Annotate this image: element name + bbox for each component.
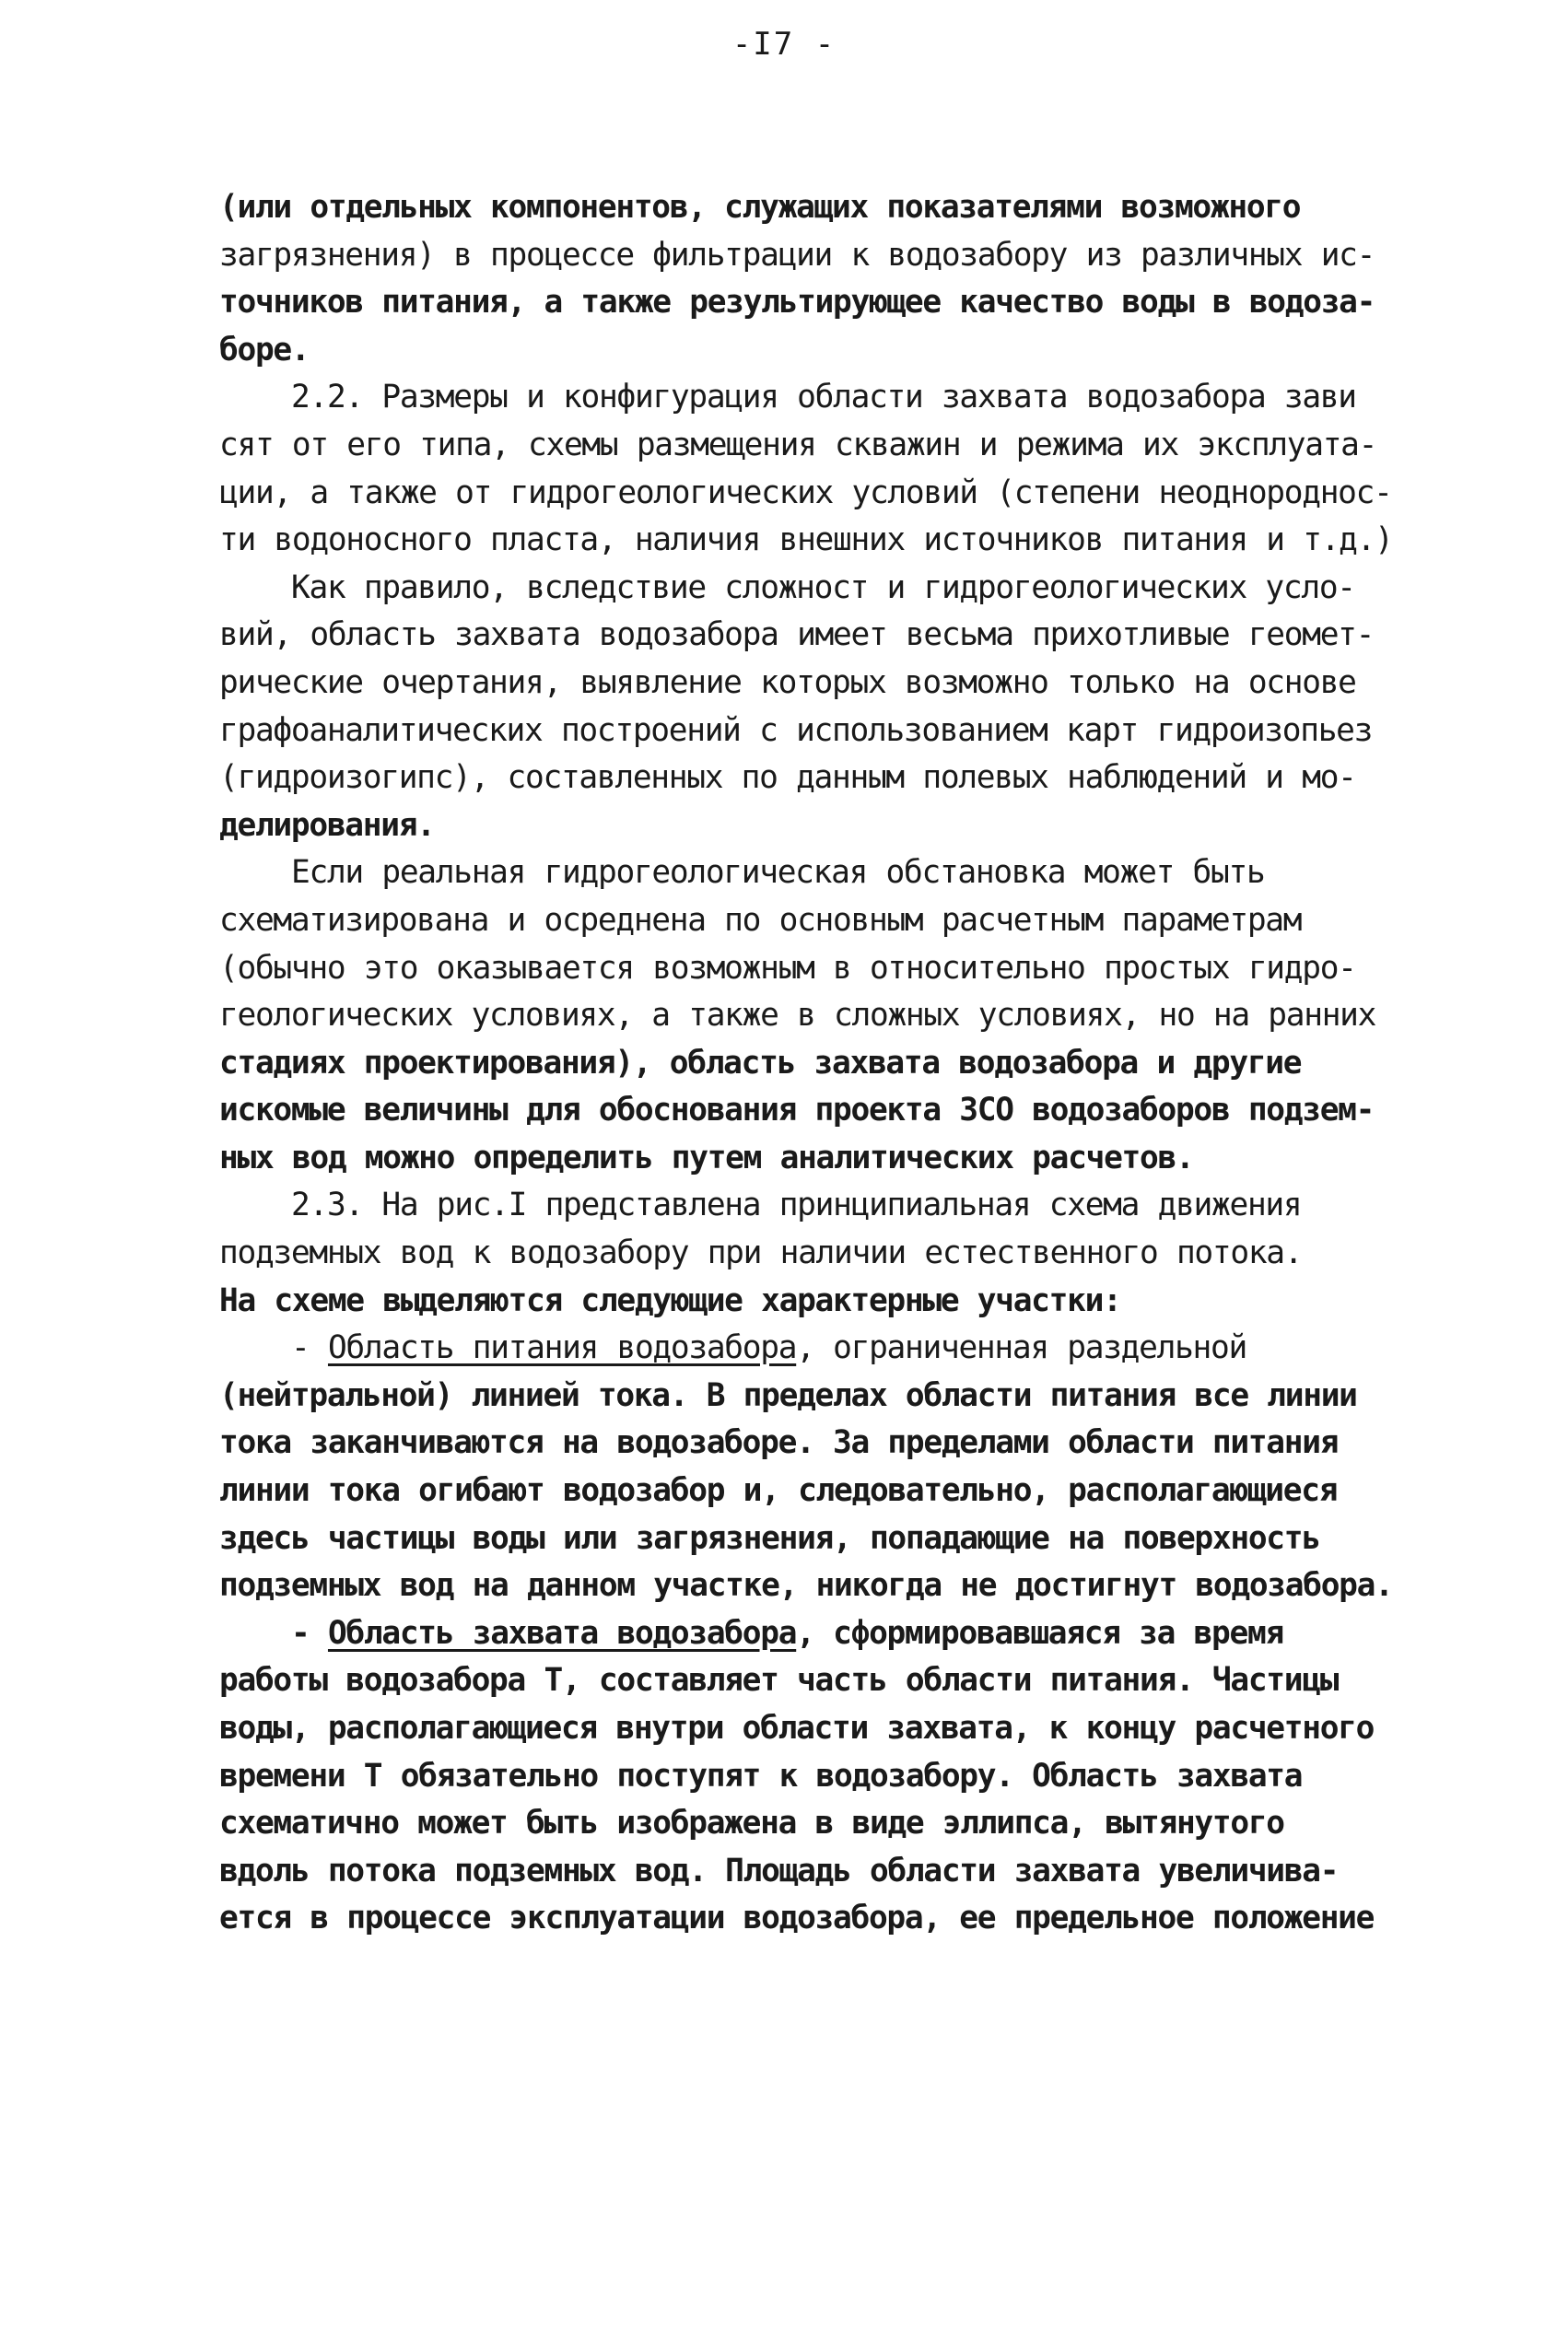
text-line xyxy=(219,470,1392,518)
text-line xyxy=(219,945,1371,993)
text-line-content: На схеме выделяются следующие характерные участки: xyxy=(219,1281,1121,1319)
text-line xyxy=(219,279,1375,327)
text-line-content: (гидроизогипс), составленных по данным полевых наблюдений и мо- xyxy=(219,759,1356,797)
text-line-content: загрязнения) в процессе фильтрации к водозабору из различных ис- xyxy=(219,236,1375,274)
text-line xyxy=(219,1468,1371,1515)
text-line xyxy=(219,232,1375,280)
text-line xyxy=(219,1087,1375,1135)
text-line-content: вий, область захвата водозабора имеет весьма прихотливые геомет- xyxy=(219,616,1375,654)
text-line-content: ти водоносного пласта, наличия внешних источников питания и т.д.) xyxy=(219,521,1393,559)
text-line xyxy=(219,565,1371,613)
text-line xyxy=(219,1420,1371,1468)
text-line xyxy=(219,755,1371,802)
text-line-content: подземных вод к водозабору при наличии естественного потока. xyxy=(219,1234,1303,1272)
text-line-content: Если реальная гидрогеологическая обстановка может быть xyxy=(291,854,1265,892)
text-line-content: 2.2. Размеры и конфигурация области захвата водозабора зави xyxy=(291,379,1356,416)
text-line-content: работы водозабора Т, составляет часть области питания. Частицы xyxy=(219,1662,1339,1700)
text-line-content: - xyxy=(291,1329,328,1367)
text-line-content: линии тока огибают водозабор и, следовательно, располагающиеся xyxy=(219,1472,1338,1510)
text-line-content: Как правило, вследствие сложност и гидрогеологических усло- xyxy=(291,568,1355,606)
text-line-content: рические очертания, выявление которых возможно только на основе xyxy=(219,663,1356,701)
text-line xyxy=(219,1657,1371,1705)
text-line xyxy=(219,1278,1371,1326)
text-line xyxy=(219,802,1371,850)
text-line-content: схематично может быть изображена в виде эллипса, вытянутого xyxy=(219,1805,1284,1843)
text-line-content: (или отдельных компонентов, служащих показателями возможного xyxy=(219,189,1301,226)
body-text xyxy=(219,184,1393,1943)
text-line-content: стадиях проектирования), область захвата водозабора и другие xyxy=(219,1044,1302,1082)
text-line-content: ных вод можно определить путем аналитических расчетов. xyxy=(219,1139,1194,1176)
text-line-content: (нейтральной) линией тока. В пределах области питания все линии xyxy=(219,1376,1357,1414)
text-line xyxy=(219,327,1371,375)
text-line xyxy=(219,422,1377,470)
text-line xyxy=(219,1182,1371,1230)
text-line xyxy=(219,1610,1371,1658)
text-line-content: тока заканчиваются на водозаборе. За пределами области питания xyxy=(219,1424,1339,1462)
text-line xyxy=(219,992,1376,1040)
text-line-content: - xyxy=(291,1614,328,1652)
text-line-content: сят от его типа, схемы размещения скважин и режима их эксплуата- xyxy=(219,426,1377,463)
text-line xyxy=(219,374,1371,422)
text-line-content: геологических условиях, а также в сложных условиях, но на ранних xyxy=(219,997,1376,1035)
text-line xyxy=(219,1753,1371,1801)
text-line-content: воды, располагающиеся внутри области захвата, к концу расчетного xyxy=(219,1710,1375,1747)
text-line xyxy=(219,612,1375,660)
text-line-content: вдоль потока подземных вод. Площадь области захвата увеличива- xyxy=(219,1852,1339,1889)
text-line-content: ется в процессе эксплуатации водозабора, ее предельное положение xyxy=(219,1900,1375,1937)
text-line-content: делирования. xyxy=(219,806,435,844)
text-line-content: ции, а также от гидрогеологических условий (степени неоднороднос- xyxy=(219,474,1392,511)
text-line xyxy=(219,1705,1375,1753)
underlined-term: Область захвата водозабора xyxy=(327,1614,797,1652)
text-line-content: точников питания, а также результирующее качество воды в водоза- xyxy=(219,284,1375,322)
text-line xyxy=(219,184,1371,232)
text-line-rest: , ограниченная раздельной xyxy=(796,1329,1246,1367)
text-line xyxy=(219,517,1393,565)
text-line-content: времени Т обязательно поступят к водозабору. Область захвата xyxy=(219,1757,1303,1795)
text-line xyxy=(219,1562,1393,1610)
text-line-content: 2.3. На рис.I представлена принципиальная схема движения xyxy=(291,1187,1302,1224)
text-line xyxy=(219,708,1371,755)
text-line-content: здесь частицы воды или загрязнения, попадающие на поверхность xyxy=(219,1519,1320,1557)
text-line xyxy=(219,897,1371,945)
text-line xyxy=(219,660,1371,708)
text-line-content: схематизирована и осреднена по основным расчетным параметрам xyxy=(219,901,1302,939)
underlined-term: Область питания водозабора xyxy=(327,1329,797,1367)
page-number: -I7 - xyxy=(731,26,837,63)
text-line xyxy=(219,1135,1371,1183)
text-line xyxy=(219,1800,1371,1848)
text-line xyxy=(219,1230,1371,1278)
text-line xyxy=(219,1373,1371,1421)
text-line xyxy=(219,849,1371,897)
text-line-rest: , сформировавшаяся за время xyxy=(796,1614,1283,1652)
text-line xyxy=(219,1040,1371,1088)
text-line xyxy=(219,1325,1371,1373)
text-line-content: боре. xyxy=(219,331,310,369)
text-line xyxy=(219,1848,1371,1896)
text-line xyxy=(219,1895,1375,1943)
text-line-content: (обычно это оказывается возможным в относительно простых гидро- xyxy=(219,949,1356,987)
text-line-content: графоаналитических построений с использованием карт гидроизопьез xyxy=(219,711,1373,749)
text-line xyxy=(219,1515,1371,1563)
text-line-content: подземных вод на данном участке, никогда не достигнут водозабора. xyxy=(219,1567,1393,1605)
text-line-content: искомые величины для обоснования проекта ЗСО водозаборов подзем- xyxy=(219,1092,1375,1129)
